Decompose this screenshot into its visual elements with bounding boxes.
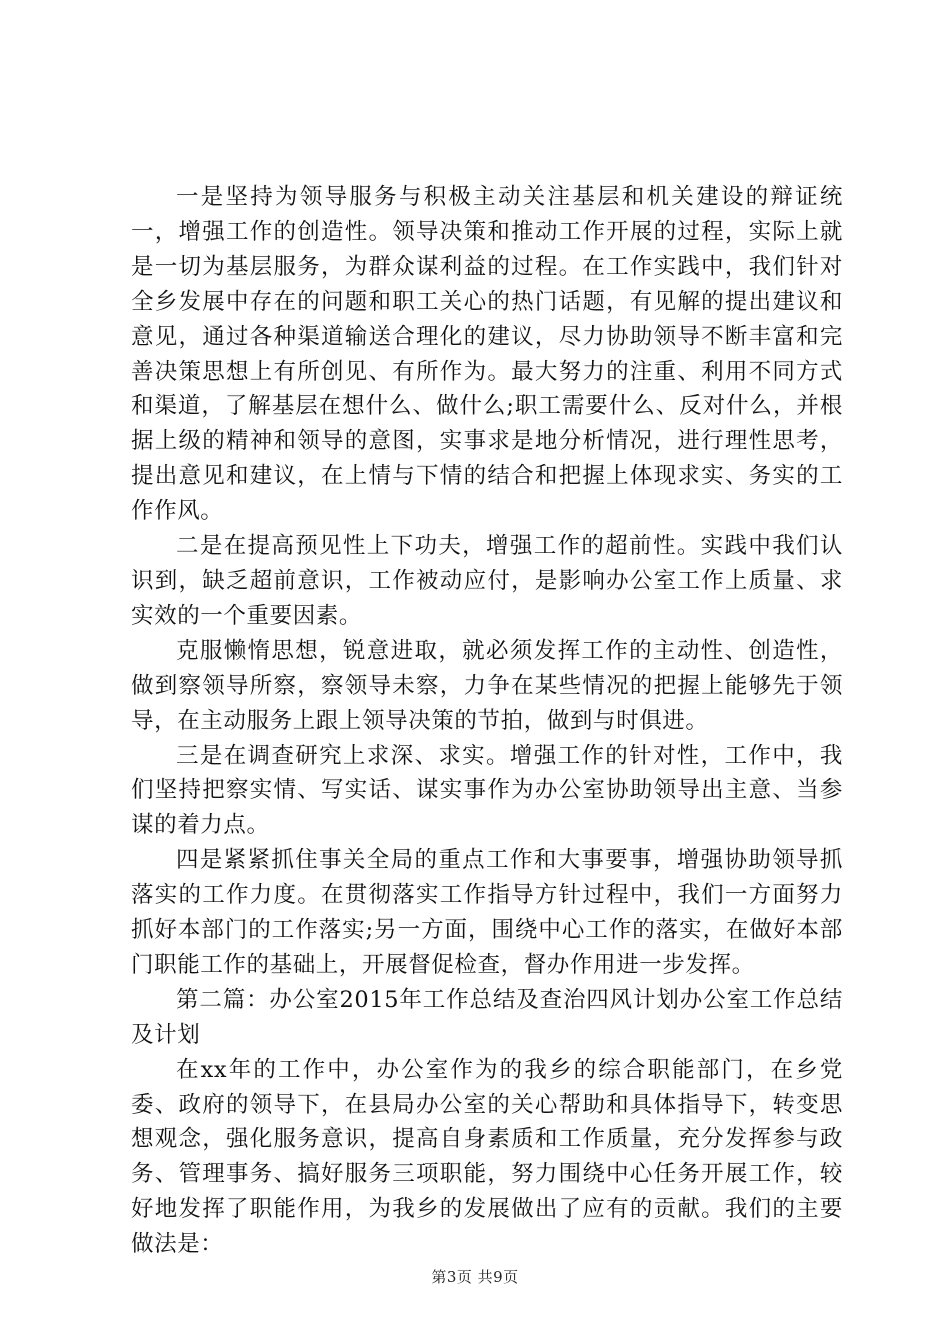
paragraph-2: 二是在提高预见性上下功夫，增强工作的超前性。实践中我们认识到，缺乏超前意识，工作被动应付，是影响办公室工作上质量、求实效的一个重要因素。 [131,533,843,629]
paragraph-3: 克服懒惰思想，锐意进取，就必须发挥工作的主动性、创造性，做到察领导所察，察领导未察，力争在某些情况的把握上能够先于领导，在主动服务上跟上领导决策的节拍，做到与时俱进。 [131,637,843,734]
paragraph-1: 一是坚持为领导服务与积极主动关注基层和机关建设的辩证统一，增强工作的创造性。领导决策和推动工作开展的过程，实际上就是一切为基层服务，为群众谋利益的过程。在工作实践中，我们针对全乡发展中存在的问题和职工关心的热门话题，有见解的提出建议和意见，通过各种渠道输送合理化的建议，尽力协助领导不断丰富和完善决策思想上有所创见、有所作为。最大努力的注重、利用不同方式和渠道，了解基层在想什么、做什么;职工需要什么、反对什么，并根据上级的精神和领导的意图，实事求是地分析情况，进行理性思考，提出意见和建议，在上情与下情的结合和把握上体现求实、务实的工作作风。 [131,184,843,525]
paragraph-7: 在xx年的工作中，办公室作为的我乡的综合职能部门，在乡党委、政府的领导下，在县局办公室的关心帮助和具体指导下，转变思想观念，强化服务意识，提高自身素质和工作质量，充分发挥参与政务、管理事务、搞好服务三项职能，努力围绕中心任务开展工作，较好地发挥了职能作用，为我乡的发展做出了应有的贡献。我们的主要做法是： [131,1056,843,1258]
page-footer: 第3页 共9页 [431,1268,519,1286]
paragraph-5: 四是紧紧抓住事关全局的重点工作和大事要事，增强协助领导抓落实的工作力度。在贯彻落实工作指导方针过程中，我们一方面努力抓好本部门的工作落实;另一方面，围绕中心工作的落实，在做好本部门职能工作的基础上，开展督促检查，督办作用进一步发挥。 [131,847,843,978]
document-body [131,180,843,1262]
paragraph-4: 三是在调查研究上求深、求实。增强工作的针对性，工作中，我们坚持把察实情、写实话、谋实事作为办公室协助领导出主意、当参谋的着力点。 [131,742,843,839]
section-heading: 第二篇：办公室2015年工作总结及查治四风计划办公室工作总结及计划 [131,986,843,1048]
